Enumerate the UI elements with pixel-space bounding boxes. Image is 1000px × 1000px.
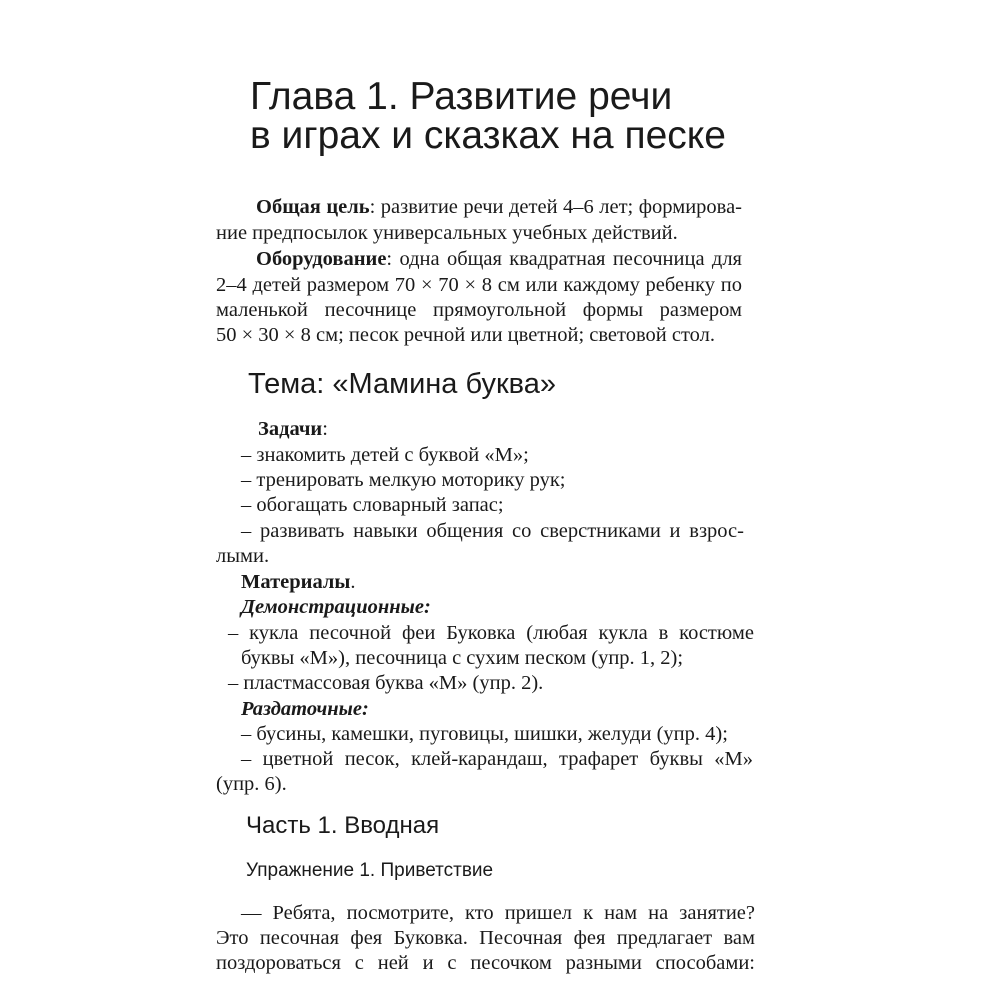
materials-dot: . [350,571,356,593]
tasks-label: Задачи [258,418,323,440]
demo-label: Демонстрационные: [241,596,431,618]
equipment-line-4: 50 × 30 × 8 см; песок речной или цветной; световой стол. [216,324,715,346]
part-heading: Часть 1. Вводная [246,812,440,839]
chapter-title-line-1: Глава 1. Развитие речи [250,75,673,118]
exercise-heading: Упражнение 1. Приветствие [246,860,494,881]
tasks-colon: : [322,418,328,440]
handout-label: Раздаточные: [241,698,369,720]
topic-heading: Тема: «Мамина буква» [248,368,556,400]
equipment-line-3: маленькой песочнице прямоугольной формы размером [216,299,742,321]
goal-line-2: ние предпосылок универсальных учебных действий. [216,222,678,244]
chapter-title-line-2: в играх и сказках на песке [250,114,726,157]
goal-label: Общая цель [256,196,370,218]
demo-item: – кукла песочной феи Буковка (любая кукла в костюме [228,622,754,644]
materials-label-line [241,572,356,593]
handout-item-continuation: (упр. 6). [216,773,287,795]
goal-text: : развитие речи детей 4–6 лет; формирова- [369,196,742,218]
task-item: – развивать навыки общения со сверстниками и взрос- [241,520,744,542]
task-item-continuation: лыми. [216,545,270,567]
equipment-label: Оборудование [256,248,387,270]
goal-line-1 [256,197,742,218]
materials-label: Материалы [241,571,351,593]
handout-item: – бусины, камешки, пуговицы, шишки, желуди (упр. 4); [241,723,728,745]
exercise-text-line: поздороваться с ней и с песочком разными способами: [216,952,755,974]
equipment-text: : одна общая квадратная песочница для [386,248,742,270]
task-item: – обогащать словарный запас; [241,494,504,516]
tasks-label-line [258,419,328,440]
demo-item: – пластмассовая буква «М» (упр. 2). [228,672,544,694]
demo-item-continuation: буквы «М»), песочница с сухим песком (упр. 1, 2); [241,647,684,669]
handout-item: – цветной песок, клей-карандаш, трафарет буквы «М» [241,748,753,770]
equipment-line-1 [256,249,742,270]
task-item: – тренировать мелкую моторику рук; [241,469,566,491]
equipment-line-2: 2–4 детей размером 70 × 70 × 8 см или каждому ребенку по [216,274,742,296]
exercise-text-line: — Ребята, посмотрите, кто пришел к нам на занятие? [241,902,755,924]
exercise-text-line: Это песочная фея Буковка. Песочная фея предлагает вам [216,927,755,949]
task-item: – знакомить детей с буквой «М»; [241,444,529,466]
